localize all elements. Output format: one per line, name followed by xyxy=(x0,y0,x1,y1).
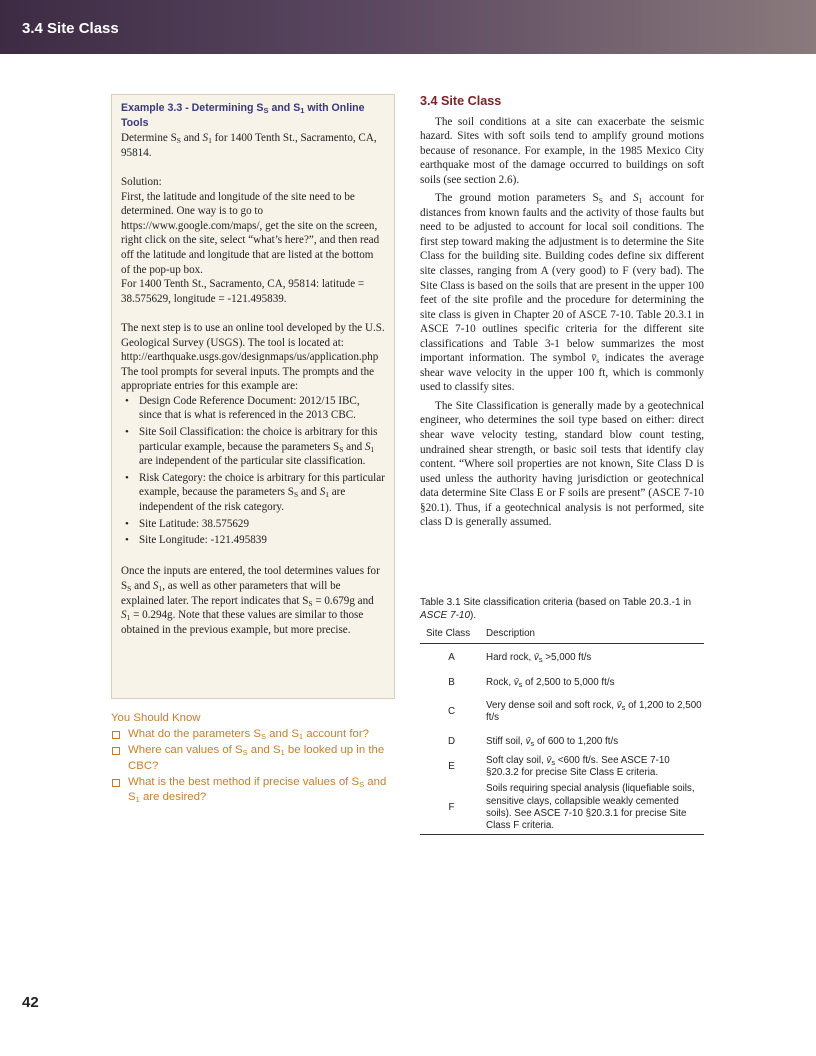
solution-para-3: The next step is to use an online tool developed by the U.S. Geological Survey (USGS). The tool is located at: http://earthquake.usgs.gov/designmaps/us/application.php xyxy=(121,321,385,364)
table-row xyxy=(420,730,704,753)
input-list xyxy=(121,394,385,548)
list-item: • Design Code Reference Document: 2012/15 IBC, since that is what is referenced in the 2013 CBC. xyxy=(121,394,385,423)
description-cell: Soft clay soil, $v̄_s <600$ ft/s. See ASCE 7-10 §20.3.2 for precise Site Class E criteria. xyxy=(486,755,670,779)
section-para-1: The soil conditions at a site can exacerbate the seismic hazard. Sites with soft soils tend to amplify ground motions because of resonance. For example, in the 1985 Mexico City earthquake most of the damage occurred to buildings on soft soils (see section 2.6). xyxy=(420,115,704,186)
site-class-cell: F xyxy=(420,781,486,835)
table-row xyxy=(420,753,704,781)
page-header xyxy=(0,0,816,54)
example-box xyxy=(111,94,395,699)
table-caption: Table 3.1 Site classification criteria (based on Table 20.3.-1 in ASCE 7-10). xyxy=(420,597,692,621)
description-cell: Hard rock, $v̄_s >5,000$ ft/s xyxy=(486,652,592,665)
site-class-cell: E xyxy=(448,761,455,773)
solution-final: Once the inputs are entered, the tool determines values for $S_S$ and $S_1$, as well as other parameters that will be explained later. The report indicates that $S_S = 0.679g$ and $S_1 = 0.294g$. Note that these values are similar to those obtained in the previous example, but more precise. xyxy=(121,565,380,636)
header-title: 3.4 Site Class xyxy=(22,20,119,37)
section-para-3: The Site Classification is generally made by a geotechnical engineer, who determines the soil type based on either: direct shear wave velocity testing, standard blow count testing, undrained shear strength, or basic soil tests that identify clay content. “Where soil properties are not known, Site Class D is used unless the authority having jurisdiction or geotechnical data determine Site Class E or F soils are present” (ASCE 7-10 §20.1). Thus, if a geotechnical analysis is not performed, site class D is generally assumed. xyxy=(420,399,704,529)
you-should-know xyxy=(111,711,401,806)
list-item: • Site Longitude: -121.495839 xyxy=(121,533,385,548)
checkbox-icon xyxy=(112,779,120,787)
ysk-question-1: What do the parameters $S_S$ and $S_1$ account for? xyxy=(111,727,401,742)
section-title: 3.4 Site Class xyxy=(420,94,502,108)
section-content xyxy=(420,94,704,534)
table-row xyxy=(420,672,704,694)
site-class-cell: A xyxy=(448,652,455,664)
table-row xyxy=(420,694,704,730)
list-item: • Site Latitude: 38.575629 xyxy=(121,517,385,532)
example-title: Example 3.3 - Determining $S_S$ and $S_1$ with Online Tools xyxy=(121,102,365,129)
ysk-question-2: Where can values of $S_S$ and $S_1$ be looked up in the CBC? xyxy=(111,743,401,773)
solution-para-1: First, the latitude and longitude of the site need to be determined. One way is to go to https://www.google.com/maps/, get the site on the screen, right click on the site, select “what’s here?”, and then read off the latitude and longitude that are listed at the bottom of the pop-up box. xyxy=(121,190,380,276)
column-header-description: Description xyxy=(486,626,704,644)
site-class-table xyxy=(420,626,704,835)
description-cell: Stiff soil, $v̄_s$ of 600 to 1,200 ft/s xyxy=(486,735,619,748)
ysk-title: You Should Know xyxy=(111,712,201,724)
site-class-cell: C xyxy=(447,706,456,718)
solution-para-4: The tool prompts for several inputs. The prompts and the appropriate entries for this example are: xyxy=(121,365,375,393)
list-item: • Site Soil Classification: the choice is arbitrary for this particular example, because the parameters $S_S$ and $S_1$ are independent of the particular site classification. xyxy=(121,425,385,469)
description-cell: Soils requiring special analysis (liquefiable soils, sensitive clays, collapsible weakly cemented soils). See ASCE 7-10 §20.3.1 for precise Site Class F criteria. xyxy=(486,781,704,835)
table-row xyxy=(420,781,704,835)
description-cell: Very dense soil and soft rock, $v̄_s$ of 1,200 to 2,500 ft/s xyxy=(486,700,702,724)
checkbox-icon xyxy=(112,731,120,739)
column-header-site-class: Site Class xyxy=(420,626,486,644)
description-cell: Rock, $v̄_s$ of 2,500 to 5,000 ft/s xyxy=(486,677,615,690)
ysk-question-3: What is the best method if precise values of $S_S$ and $S_1$ are desired? xyxy=(111,775,401,805)
checkbox-icon xyxy=(112,747,120,755)
section-para-2: The ground motion parameters $S_S$ and $S_1$ account for distances from known faults and the activity of those faults but need to be adjusted to account for local soil conditions. The first step toward making the adjustment is to determine the Site Class for the building site. Building codes define six different site classes, ranging from A (very good) to F (very bad). The Site Class is based on the soils that are present in the upper 100 feet of the site profile and the procedure for determining the site class is given in Chapter 20 of ASCE 7-10. Table 20.3.1 in ASCE 7-10 outlines specific criteria for the different site classifications and Table 3-1 below summarizes the most important information. The symbol $v̄_s$ indicates the average shear wave velocity in the upper 100 ft, which is commonly used to classify sites. xyxy=(420,192,704,394)
page-number: 42 xyxy=(22,994,39,1011)
table-row xyxy=(420,644,704,673)
site-class-cell: B xyxy=(448,677,455,689)
example-intro: Determine $S_S$ and $S_1$ for 1400 Tenth St., Sacramento, CA, 95814. xyxy=(121,132,377,159)
solution-label: Solution: xyxy=(121,175,162,188)
site-class-cell: D xyxy=(447,735,456,747)
list-item: • Risk Category: the choice is arbitrary for this particular example, because the parameters $S_S$ and $S_1$ are independent of the risk category. xyxy=(121,471,385,515)
solution-para-2: For 1400 Tenth St., Sacramento, CA, 95814: latitude = 38.575629, longitude = -121.495839. xyxy=(121,278,365,305)
